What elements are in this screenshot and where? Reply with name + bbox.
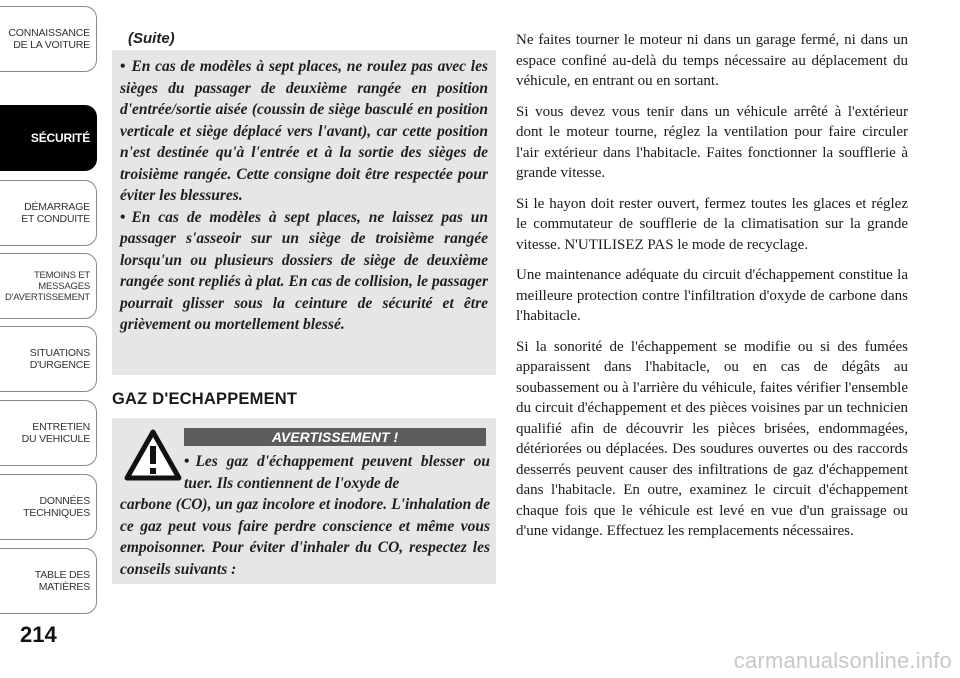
warning-first-text: Les gaz d'échappement peuvent blesser ou tuer. Ils contiennent de l'oxyde de <box>184 453 490 492</box>
tab-label: TEMOINS ET MESSAGES D'AVERTISSEMENT <box>4 269 90 303</box>
warning-title: AVERTISSEMENT ! <box>184 428 486 446</box>
warning-text <box>120 451 490 580</box>
tab-label: CONNAISSANCE DE LA VOITURE <box>8 27 90 51</box>
warning-rest-text: carbone (CO), un gaz incolore et inodore. L'inhalation de ce gaz peut vous faire perdre conscience et même vous empoisonner. Pour éviter d'inhaler du CO, respectez les conseils suivants : <box>120 496 490 578</box>
tab-label: SITUATIONS D'URGENCE <box>29 347 90 371</box>
chapter-sidebar <box>0 0 100 678</box>
paragraph: Si vous devez vous tenir dans un véhicule arrêté à l'extérieur dont le moteur tourne, réglez la ventilation pour faire circuler l'air extérieur dans l'habitacle. Faites fonctionner la soufflerie à grande vitesse. <box>516 103 908 181</box>
tab-label: SÉCURITÉ <box>30 131 90 145</box>
continued-label: (Suite) <box>128 30 175 47</box>
warning-first-lines <box>184 451 490 494</box>
tab-label: TABLE DES MATIÈRES <box>34 569 90 593</box>
caution-bullet <box>120 207 488 336</box>
tab-table-des-matieres[interactable] <box>0 548 97 614</box>
section-heading: GAZ D'ECHAPPEMENT <box>112 390 298 408</box>
caution-box <box>112 50 496 375</box>
bullet-icon: • <box>120 208 126 226</box>
tab-situations[interactable] <box>0 326 97 392</box>
tab-temoins[interactable] <box>0 253 97 319</box>
paragraph: Si le hayon doit rester ouvert, fermez toutes les glaces et réglez le commutateur de soufflerie de la climatisation sur la grande vitesse. N'UTILISEZ PAS le mode de recyclage. <box>516 195 908 253</box>
caution-text: En cas de modèles à sept places, ne roulez pas avec les sièges du passager de deuxième rangée en position d'entrée/sortie aisée (coussin de siège basculé en position verticale et siège déplacé vers l'avant), car cette position n'est destinée qu'à l'entrée et à la sortie des sièges de troisième rangée. Cette consigne doit être respectée pour éviter les blessures. <box>120 58 488 204</box>
tab-entretien[interactable] <box>0 400 97 466</box>
bullet-icon: • <box>184 453 190 470</box>
tab-label: DONNÉES TECHNIQUES <box>23 495 90 519</box>
tab-label: DÉMARRAGE ET CONDUITE <box>21 201 90 225</box>
tab-label: ENTRETIEN DU VEHICULE <box>21 421 90 445</box>
tab-donnees[interactable] <box>0 474 97 540</box>
watermark: carmanualsonline.info <box>733 648 952 673</box>
right-column <box>516 30 908 552</box>
caution-bullet <box>120 56 488 207</box>
paragraph: Si la sonorité de l'échappement se modifie ou si des fumées apparaissent dans l'habitacle, ou en cas de dégâts au soubassement ou à l'arrière du véhicule, faites vérifier l'ensemble du circuit d'échappement et des pièces voisines par un technicien qualifié afin de découvrir les pièces brisées, endommagées, détériorées ou déplacées. Des soudures ouvertes ou des raccords desserrés peuvent causer des infiltrations de gaz d'échappement dans l'habitacle. En outre, examinez le circuit d'échappement chaque fois que le véhicule est levé en vue d'un graissage ou d'une vidange. Effectuez les remplacements nécessaires. <box>516 338 908 539</box>
paragraph: Ne faites tourner le moteur ni dans un garage fermé, ni dans un espace confiné au-delà du temps nécessaire au déplacement du véhicule, en entrant ou en sortant. <box>516 32 908 89</box>
caution-text: En cas de modèles à sept places, ne laissez pas un passager s'asseoir sur un siège de troisième rangée lorsqu'un ou plusieurs dossiers de siège de deuxième rangée sont repliés à plat. En cas de collision, le passager pourrait glisser sous la ceinture de sécurité et être grièvement ou mortellement blessé. <box>120 208 488 333</box>
paragraph: Une maintenance adéquate du circuit d'échappement constitue la meilleure protection contre l'infiltration d'oxyde de carbone dans l'habitacle. <box>516 267 908 324</box>
bullet-icon: • <box>120 58 126 75</box>
tab-demarrage[interactable] <box>0 180 97 246</box>
tab-securite[interactable] <box>0 105 97 171</box>
page-number: 214 <box>20 622 57 647</box>
tab-connaissance[interactable] <box>0 6 97 72</box>
